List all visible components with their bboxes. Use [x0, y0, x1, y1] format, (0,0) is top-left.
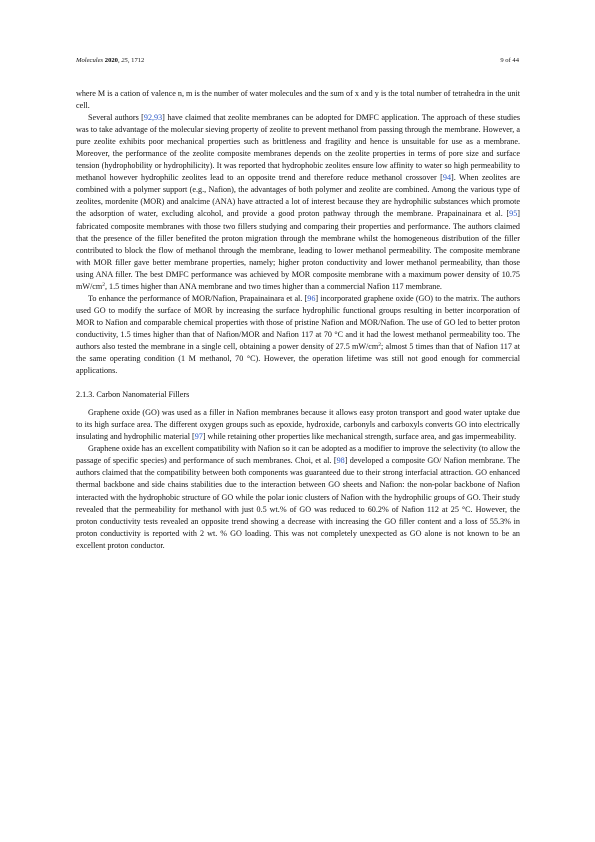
page-number: 9 of 44	[500, 57, 519, 64]
text-span: Graphene oxide (GO) was used as a filler in Nafion membranes because it allows easy proton transport and good water uptake due to its high surface area. The different oxygen groups such as epoxide, hydroxide, carbonyls and carboxyls converts GO into electrically insulating and hydrophilic material [	[76, 408, 520, 442]
text-span: ] incorporated graphene oxide (GO) to the matrix. The authors used GO to modify the surface of MOR by increasing the surface hydrophilic functional groups resulting in better incorporation of MOR to Nafion and comparable chemical properties with those of pristine Nafion and MOR/Nafion. The use of GO led to better proton conductivity, 1.5 times higher than that of Nafion/MOR and Nafion 117 at 70 °C and it had the lowest methanol permeability too. The authors also tested the membrane in a single cell, obtaining a power density of 27.5 mW/cm	[76, 293, 520, 351]
journal-name: Molecules	[76, 57, 104, 64]
citation-link[interactable]: 97	[194, 432, 203, 442]
text-span: ; almost 5 times than that of Nafion 117 at the same operating condition (1 M methanol, 70 °C). However, the operation lifetime was still not good enough for commercial applications.	[76, 341, 521, 376]
text-span: Graphene oxide has an excellent compatibility with Nafion so it can be adopted as a modifier to improve the selectivity (to allow the passage of specific species) and performance of such membranes. Choi, et al. [	[76, 444, 520, 466]
superscript: 2	[378, 341, 381, 348]
citation-link[interactable]: 98	[336, 456, 345, 466]
citation-link[interactable]: 94	[442, 173, 451, 183]
paragraph-mor-nafion	[76, 293, 520, 377]
text-span: ] developed a composite GO/ Nafion membrane. The authors claimed that the compatibility between both components was guaranteed due to their strong interfacial attraction. GO enhanced thermal backbone and side chains stabilities due to the interaction between GO sheets and Nafion: the non-polar backbone of Nafion interacted with the hydrophobic structure of GO while the polar ionic clusters of Nafion with the hydrophilic groups of GO. Their study revealed that the permeability for methanol with just 0.5 wt.% of GO was reduced to 60.2% of Nafion 112 at 25 °C. However, the proton conductivity tests revealed an opposite trend showing a decrease with increasing the GO filler content and a loss of 55.3% in proton conductivity is reported with 2 wt. % GO loading. This was not completely unexpected as GO alone is not known to be an excellent proton conductor.	[76, 456, 520, 550]
text-span: Several authors [	[88, 113, 144, 123]
paragraph-zeolite	[76, 112, 520, 293]
citation-link[interactable]: 95	[509, 209, 518, 219]
text-span: ] have claimed that zeolite membranes can be adopted for DMFC application. The approach of these studies was to take advantage of the molecular sieving property of zeolite to prevent methanol from passing through the membrane. However, a pure zeolite exhibits poor mechanical properties such as brittleness and fragility and hence is unsuitable for use as a membrane. Moreover, the performance of the zeolite composite membranes depends on the zeolite properties in terms of pore size and surface tension (hydrophobility or hydrophilicity). It was reported that hydrophobic zeolites ensure low affinity to water so high permeability to methanol however hydrophilic zeolites lead to an opposite trend and therefore reduce methanol crossover [	[76, 113, 520, 183]
superscript: 2	[102, 281, 105, 288]
citation-link[interactable]: 92,93	[143, 113, 163, 123]
text-span: , 1.5 times higher than ANA membrane and two times higher than a commercial Nafion 117 membrane.	[104, 281, 442, 291]
journal-citation: Molecules 2020, 25, 1712	[76, 57, 145, 64]
text-span: ] while retaining other properties like mechanical strength, surface area, and gas impermeability.	[202, 432, 517, 442]
paragraph-go-nafion	[76, 443, 520, 551]
text-span: ] fabricated composite membranes with those two fillers studying and comparing their properties and performance. The authors claimed that the presence of the filler benefited the proton migration through the membrane whilst the homogeneous distribution of the filler contributed to block the flow of methanol through the membrane, leading to lower methanol permeability. The composite membrane with MOR filler gave better membrane properties, namely; higher proton conductivity and lower methanol permeability, than those using ANA filler. The best DMFC performance was achieved by MOR composite membrane with a maximum power density of 10.75 mW/cm	[76, 209, 520, 291]
text-span: ]. When zeolites are combined with a polymer support (e.g., Nafion), the advantages of both polymer and zeolite are combined. Among the various type of zeolites, mordenite (MOR) and analcime (ANA) have attracted a lot of interest because they are hydrophilic substances which promote the adsorption of water, excluding alcohol, and provide a good proton pathway through the membrane. Prapainainara et al. [	[76, 173, 520, 219]
journal-volume: 25	[121, 57, 128, 64]
paragraph-graphene-oxide	[76, 407, 520, 443]
paragraph-intro: where M is a cation of valence n, m is the number of water molecules and the sum of x and y is the total number of tetrahedra in the unit cell.	[76, 89, 520, 111]
running-header	[76, 57, 519, 67]
journal-year: 2020	[104, 57, 118, 64]
article-body	[76, 88, 520, 552]
article-number: 1712	[131, 57, 145, 64]
section-heading: 2.1.3. Carbon Nanomaterial Fillers	[76, 390, 190, 400]
text-span: To enhance the performance of MOR/Nafion, Prapainainara et al. [	[88, 293, 308, 303]
citation-link[interactable]: 96	[307, 293, 316, 303]
